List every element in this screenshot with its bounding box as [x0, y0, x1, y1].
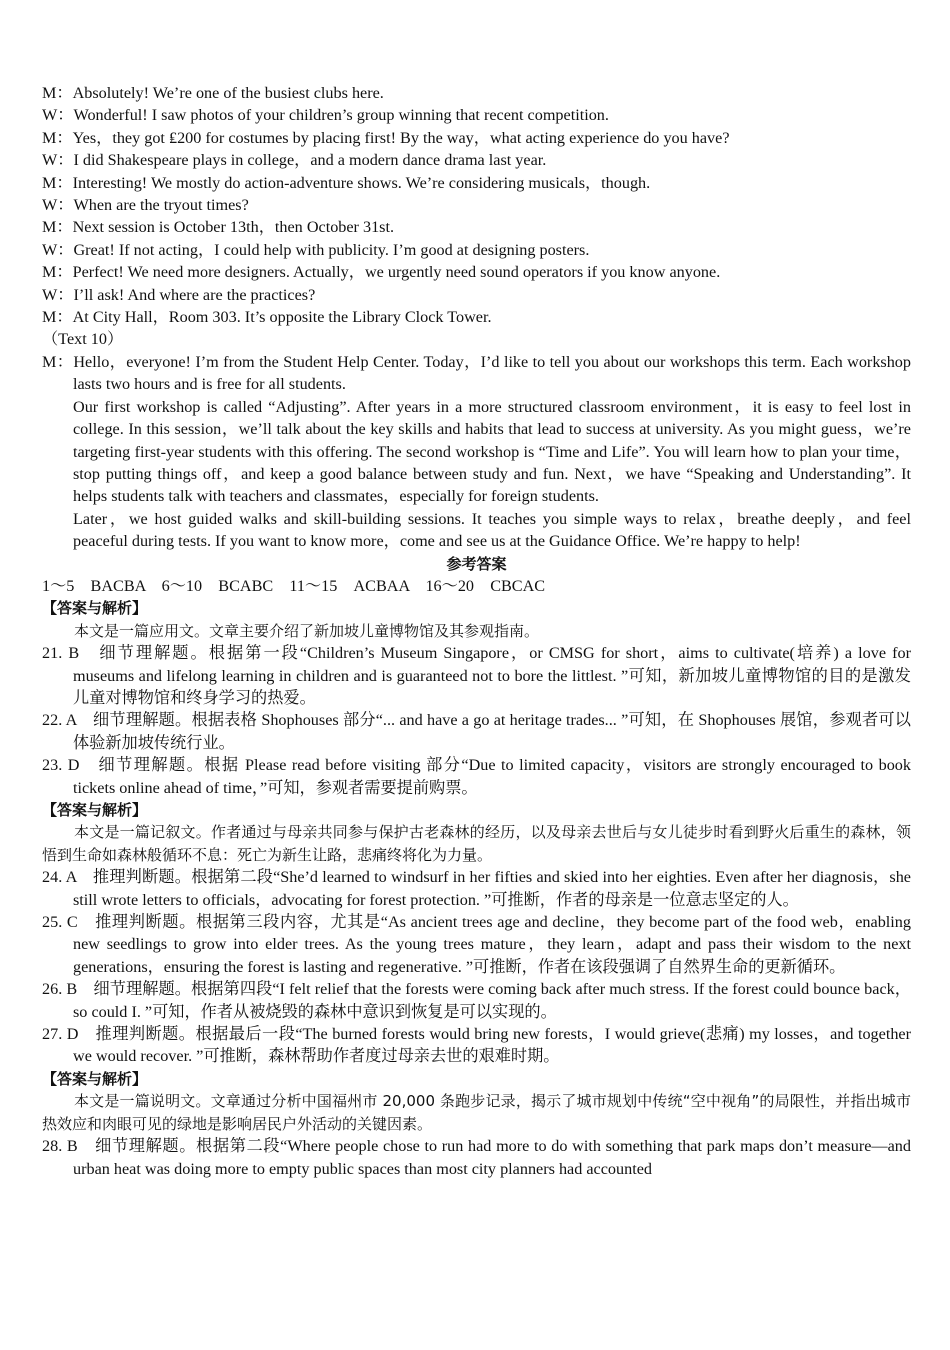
answer-key: 1～5 BACBA 6～10 BCABC 11～15 ACBAA 16～20 CBCAC [42, 576, 546, 595]
dialogue-line: W：Wonderful! I saw photos of your children’s group winning that recent competition. [42, 106, 609, 125]
dialogue-line: M：Yes，they got ₤200 for costumes by placing first! By the way，what acting experience do you have? [42, 128, 730, 147]
dialogue-line: M：Absolutely! We’re one of the busiest clubs here. [42, 84, 384, 102]
section-heading: 【答案与解析】 [42, 801, 148, 819]
section-heading: 【答案与解析】 [42, 599, 148, 618]
dialogue-line: M：Next session is October 13th，then October 31st. [42, 218, 395, 237]
text10-paragraph: Later，we host guided walks and skill-building sessions. It teaches you simple ways to relax，breathe deeply，and feel peaceful during tests. If you want to know more，come and see us at the Guidance Office. We’re happy to help! [73, 509, 911, 551]
answer-explanation: 21. B 细节理解题。根据第一段“Children’s Museum Singapore，or CMSG for short，aims to cultivate(培养) a love for museums and lifelong learning in children and is guaranteed not to bore the littlest. ”可知，新加坡儿童博物馆的目的是激发儿童对博物馆和终身学习的热爱。 [42, 644, 911, 707]
answer-explanation: 26. B 细节理解题。根据第四段“I felt relief that the forests were coming back after much stress. If the forest could bounce back，so could I. ”可知，作者从被烧毁的森林中意识到恢复是可以实现的。 [42, 980, 911, 1021]
text10-paragraph: M：Hello，everyone! I’m from the Student Help Center. Today，I’d like to tell you about our workshops this term. Each workshop lasts two hours and is free for all students. [42, 352, 911, 394]
dialogue-block [42, 82, 911, 328]
dialogue-line: W：When are the tryout times? [42, 196, 249, 215]
text10-paragraph: Our first workshop is called “Adjusting”. After years in a more structured classroom environment，it is easy to feel lost in college. In this session，we’ll talk about the key skills and habits that lead to success at university. As you might guess，we’re targeting first-year students with this offering. The second workshop is “Time and Life”. You will learn how to plan your time，stop putting things off，and keep a good balance between study and fun. Next，we have “Speaking and Understanding”. It helps students talk with teachers and classmates，especially for foreign students. [73, 397, 911, 506]
dialogue-line: W：Great! If not acting，I could help with publicity. I’m good at designing posters. [42, 240, 590, 259]
dialogue-line: M：At City Hall，Room 303. It’s opposite the Library Clock Tower. [42, 308, 492, 327]
answers-title: 参考答案 [446, 554, 507, 573]
section-intro: 本文是一篇说明文。文章通过分析中国福州市 20,000 条跑步记录，揭示了城市规划中传统“空中视角”的局限性，并指出城市热效应和肉眼可见的绿地是影响居民户外活动的关键因素。 [42, 1092, 911, 1133]
analysis-section [42, 1068, 911, 1180]
answer-explanation: 27. D 推理判断题。根据最后一段“The burned forests would bring new forests，I would grieve(悲痛) my losses，and together we would recover. ”可推断，森林帮助作者度过母亲去世的艰难时期。 [42, 1025, 911, 1066]
section-heading: 【答案与解析】 [42, 1069, 148, 1088]
analysis-section [42, 597, 911, 799]
answer-explanation: 28. B 细节理解题。根据第二段“Where people chose to run had more to do with something that park maps don’t measure—and urban heat was doing more to empty public spaces than most city planners had accounted [42, 1137, 911, 1178]
dialogue-line: M：Interesting! We mostly do action-adventure shows. We’re considering musicals，though. [42, 173, 651, 192]
analysis-section [42, 799, 911, 1068]
answer-explanation: 24. A 推理判断题。根据第二段“She’d learned to windsurf in her fifties and skied into her eighties. Even after her diagnosis，she still wrote letters to officials，advocating for forest protection. ”可推断，作者的母亲是一位意志坚定的人。 [42, 868, 911, 909]
section-intro: 本文是一篇应用文。文章主要介绍了新加坡儿童博物馆及其参观指南。 [74, 621, 540, 640]
section-intro: 本文是一篇记叙文。作者通过与母亲共同参与保护古老森林的经历，以及母亲去世后与女儿徒步时看到野火后重生的森林，领悟到生命如森林般循环不息：死亡为新生让路，悲痛终将化为力量。 [42, 823, 911, 864]
text10-label: （Text 10） [42, 330, 124, 349]
answer-explanation: 23. D 细节理解题。根据 Please read before visiting 部分“Due to limited capacity，visitors are strongly encouraged to book tickets online ahead of time，”可知，参观者需要提前购票。 [42, 756, 911, 797]
answer-explanation: 25. C 推理判断题。根据第三段内容，尤其是“As ancient trees age and decline，they become part of the food web，enabling new seedlings to grow into elder trees. As the young trees mature，they learn，adapt and pass their wisdom to the next generations，ensuring the forest is lasting and regenerative. ”可推断，作者在该段强调了自然界生命的更新循环。 [42, 913, 911, 976]
document-page [42, 82, 911, 1180]
dialogue-line: W：I’ll ask! And where are the practices? [42, 285, 316, 304]
answer-explanation: 22. A 细节理解题。根据表格 Shophouses 部分“... and have a go at heritage trades... ”可知，在 Shophouses 展馆，参观者可以体验新加坡传统行业。 [42, 711, 911, 752]
dialogue-line: W：I did Shakespeare plays in college，and a modern dance drama last year. [42, 151, 547, 170]
dialogue-line: M：Perfect! We need more designers. Actually，we urgently need sound operators if you know anyone. [42, 263, 721, 282]
